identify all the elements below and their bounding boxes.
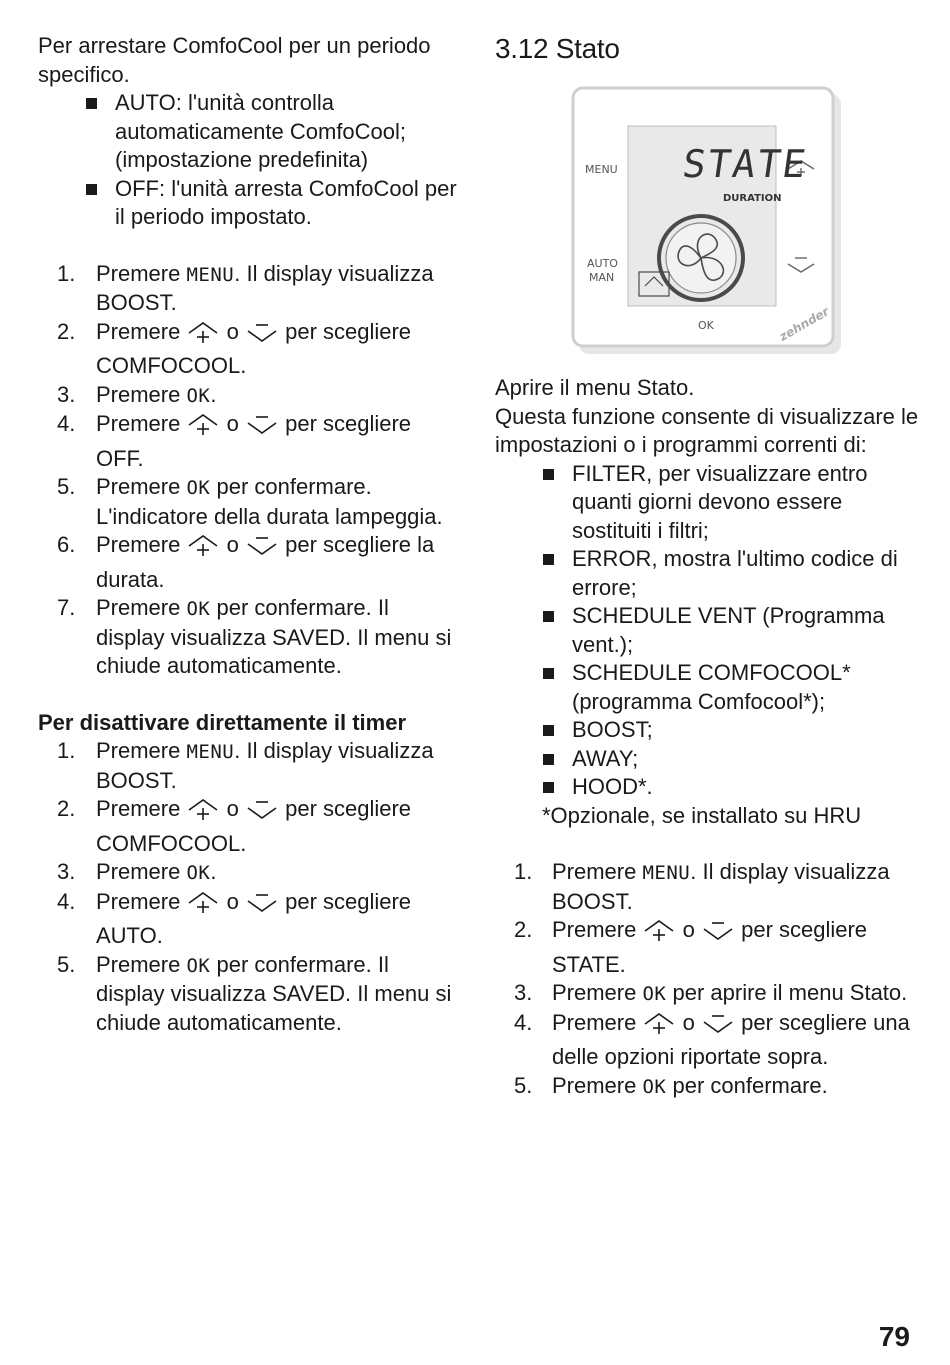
down-minus-icon [245, 319, 279, 353]
up-plus-icon [642, 1010, 676, 1044]
step-item [38, 795, 458, 858]
step-number: 1. [514, 859, 533, 884]
list-item: AUTO: l'unità controlla automaticamente ComfoCool; (impostazione predefinita) [38, 89, 458, 175]
step-item [38, 318, 458, 381]
step-text: . Il display visualizza BOOST. [552, 859, 890, 914]
step-item [38, 594, 458, 681]
step-text: per confermare. Il display visualizza SAVED. Il menu si chiude automaticamente. [96, 951, 452, 1035]
step-text: Premere [96, 260, 187, 286]
step-item [38, 410, 458, 473]
step-text: Premere [552, 1072, 643, 1098]
key-label: OK [186, 477, 211, 499]
duration-label: DURATION [723, 193, 782, 204]
step-text: Premere [96, 738, 187, 763]
step-item [38, 951, 458, 1038]
up-plus-icon [186, 532, 220, 566]
step-text: per scegliere COMFOCOOL. [96, 318, 412, 378]
state-steps-list [495, 858, 925, 1101]
step-item [495, 1009, 925, 1072]
key-label: OK [186, 384, 211, 407]
step-number: 2. [514, 917, 533, 942]
step-number: 2. [57, 318, 76, 344]
step-text: per scegliere AUTO. [96, 888, 412, 948]
step-text: per confermare. L'indicatore della durata lampeggia. [96, 474, 443, 529]
section-title: 3.12 Stato [495, 33, 620, 64]
right-column [495, 32, 925, 1101]
step-text: Premere [96, 595, 187, 620]
step-text: Premere [96, 796, 187, 821]
intro-text-1: Aprire il menu Stato. [495, 375, 695, 400]
step-number: 4. [57, 888, 76, 914]
step-number: 5. [514, 1072, 533, 1098]
step-item [38, 381, 458, 411]
list-item: SCHEDULE COMFOCOOL* (programma Comfocool*); [495, 659, 925, 716]
step-text: o [226, 411, 245, 436]
step-text: per scegliere OFF. [96, 411, 412, 471]
step-text: per aprire il menu Stato. [666, 980, 908, 1005]
step-text: . [210, 381, 217, 407]
step-number: 3. [57, 859, 76, 884]
up-plus-icon [186, 319, 220, 353]
list-item: SCHEDULE VENT (Programma vent.); [495, 602, 925, 659]
step-text: Premere [96, 411, 187, 436]
list-item: ERROR, mostra l'ultimo codice di errore; [495, 545, 925, 602]
step-number: 5. [57, 951, 76, 977]
steps-list-timer [38, 737, 458, 1037]
step-text: Premere [552, 917, 643, 942]
step-text: per scegliere STATE. [552, 917, 868, 977]
step-text: per scegliere COMFOCOOL. [96, 796, 412, 856]
step-text: o [226, 888, 245, 914]
step-text: o [226, 318, 245, 344]
step-text: Premere [96, 859, 187, 884]
step-item [38, 858, 458, 888]
step-item [38, 888, 458, 951]
step-text: . Il display visualizza BOOST. [96, 260, 434, 315]
key-label: OK [186, 862, 211, 884]
step-number: 6. [57, 532, 76, 557]
down-minus-icon [245, 889, 279, 923]
list-item: HOOD*. [495, 773, 925, 802]
menu-label: MENU [585, 163, 618, 176]
options-list [38, 89, 458, 232]
step-number: 7. [57, 595, 76, 620]
step-text: Premere [96, 888, 187, 914]
step-text: . [210, 859, 217, 884]
key-label: MENU [186, 263, 235, 286]
step-number: 4. [514, 1009, 533, 1035]
step-item [38, 531, 458, 594]
step-item [495, 1072, 925, 1102]
step-number: 1. [57, 738, 76, 763]
list-item: AWAY; [495, 745, 925, 774]
up-plus-icon [186, 411, 220, 445]
down-minus-icon [701, 1010, 735, 1044]
step-number: 1. [57, 260, 76, 286]
auto-label: AUTO [587, 257, 618, 270]
step-number: 5. [57, 474, 76, 499]
left-column [38, 32, 458, 1037]
step-text: per confermare. Il display visualizza SAVED. Il menu si chiude automaticamente. [96, 595, 452, 678]
down-minus-icon [701, 917, 735, 951]
list-item: OFF: l'unità arresta ComfoCool per il periodo impostato. [38, 175, 458, 232]
intro-text-2: Questa funzione consente di visualizzare le impostazioni o i programmi correnti di: [495, 403, 919, 457]
step-text: . Il display visualizza BOOST. [96, 738, 434, 793]
up-plus-icon [642, 917, 676, 951]
step-item [495, 916, 925, 979]
step-text: Premere [552, 980, 643, 1005]
step-number: 3. [514, 980, 533, 1005]
step-text: Premere [96, 318, 187, 344]
step-text: per scegliere una delle opzioni riportate sopra. [552, 1009, 910, 1069]
step-text: o [226, 532, 245, 557]
step-text: Premere [96, 381, 187, 407]
step-text: Premere [552, 1009, 643, 1035]
step-text: Premere [552, 859, 643, 884]
list-item: BOOST; [495, 716, 925, 745]
up-plus-icon [186, 889, 220, 923]
brand-logo: zehnder [776, 304, 832, 344]
steps-list [38, 260, 458, 681]
key-label: MENU [642, 862, 691, 884]
step-item [38, 473, 458, 531]
step-text: Premere [96, 532, 187, 557]
step-item [38, 737, 458, 795]
ok-label: OK [698, 319, 714, 332]
step-text: per confermare. [666, 1072, 828, 1098]
key-label: OK [642, 983, 667, 1005]
step-text: Premere [96, 951, 187, 977]
screen-state-text: STATE [679, 142, 811, 186]
key-label: OK [186, 598, 211, 620]
step-text: o [682, 1009, 701, 1035]
step-item [38, 260, 458, 318]
step-text: Premere [96, 474, 187, 499]
step-text: per scegliere la durata. [96, 532, 435, 592]
step-text: o [682, 917, 701, 942]
man-label: MAN [589, 271, 615, 284]
down-minus-icon [245, 411, 279, 445]
step-number: 4. [57, 411, 76, 436]
key-label: OK [642, 1075, 667, 1098]
subheading: Per disattivare direttamente il timer [38, 709, 407, 735]
list-item: FILTER, per visualizzare entro quanti giorni devono essere sostituiti i filtri; [495, 460, 925, 546]
key-label: OK [186, 954, 211, 977]
down-minus-icon [245, 532, 279, 566]
state-options-list [495, 460, 925, 802]
step-text: o [226, 796, 245, 821]
optional-note: *Opzionale, se installato su HRU [542, 802, 862, 828]
control-panel-illustration [571, 86, 846, 356]
page-number: 79 [878, 1321, 910, 1352]
step-item [495, 858, 925, 916]
step-number: 2. [57, 796, 76, 821]
down-minus-icon [245, 796, 279, 830]
up-plus-icon [186, 796, 220, 830]
step-number: 3. [57, 381, 76, 407]
intro-text: Per arrestare ComfoCool per un periodo specifico. [38, 33, 431, 87]
step-item [495, 979, 925, 1009]
key-label: MENU [186, 741, 235, 763]
